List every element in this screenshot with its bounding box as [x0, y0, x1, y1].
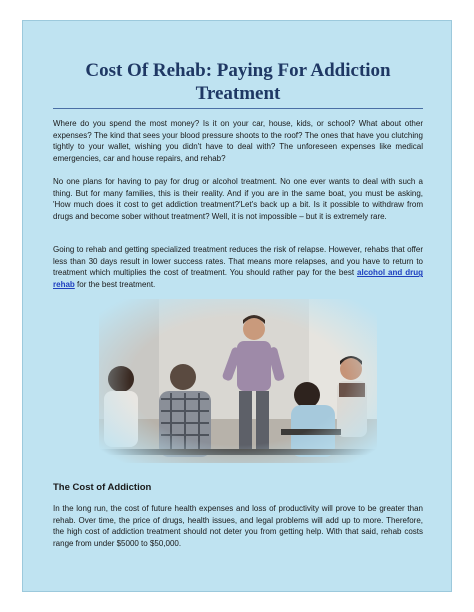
section-heading: The Cost of Addiction	[53, 482, 152, 493]
third-paragraph-text-after: for the best treatment.	[74, 279, 156, 289]
section-paragraph: In the long run, the cost of future health expenses and loss of productivity will prove to be greater than rehab. Over time, the price of drugs, health issues, and legal problems will add up to more. Therefore, the high cost of addiction treatment should not deter you from getting help. With that said, rehab costs range from under $5000 to $50,000.	[53, 504, 423, 548]
intro-paragraph: Where do you spend the most money? Is it on your car, house, kids, or school? What about other expenses? The kind that sees your blood pressure shoots to the roof? The ones that have you clutching tightly to your wallet, wishing you didn't have to deal with? The unforeseen expenses like medical emergencies, car and house repairs, and rehab?	[53, 119, 423, 163]
rehab-link[interactable]: alcohol and drug rehab	[53, 268, 423, 289]
document-page	[22, 20, 452, 592]
third-paragraph-text-before: Going to rehab and getting specialized treatment reduces the risk of relapse. However, rehabs that offer less than 30 days result in lower success rates. That means more relapses, and you have to return to treatment which multiplies the cost of treatment. You should rather pay for the best	[53, 245, 423, 278]
title-divider	[53, 108, 423, 109]
group-therapy-photo	[99, 299, 377, 463]
second-paragraph: No one plans for having to pay for drug or alcohol treatment. No one ever wants to deal with such a thing. But for many families, this is their reality. And if you are in the same boat, you must be asking, 'How much does it cost to get addiction treatment?'Let's back up a bit. Is it possible to withdraw from drugs and become sober without treatment? Well, it is not impossible – but it is extremely rare.	[53, 177, 423, 221]
page-title: Cost Of Rehab: Paying For Addiction Treatment	[85, 60, 391, 104]
third-paragraph	[53, 244, 423, 290]
